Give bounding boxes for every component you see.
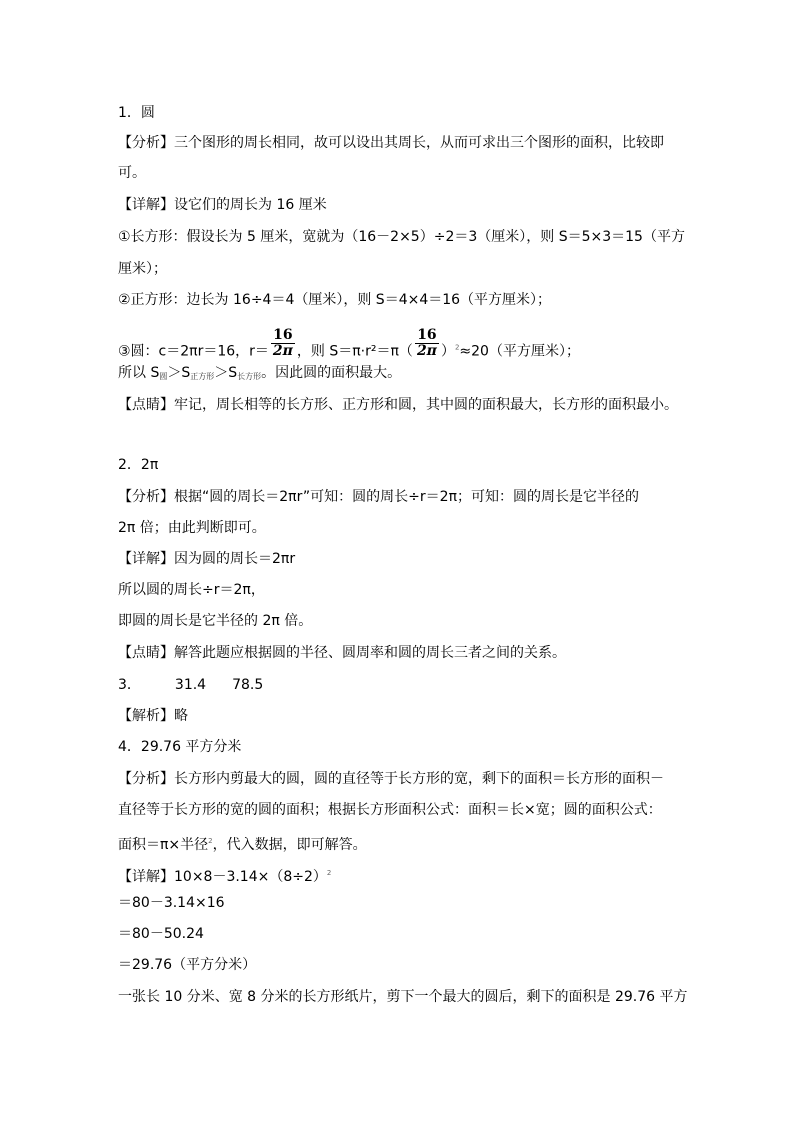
circle-step-mid: ，则 S＝π·r²＝π（ (296, 343, 413, 360)
note-tag: 【点睛】 (118, 645, 174, 661)
q1-square-step: ②正方形：边长为 16÷4＝4（厘米），则 S＝4×4＝16（平方厘米）； (118, 292, 552, 308)
analysis-text: 根据“圆的周长＝2πr”可知：圆的周长÷r＝2π；可知：圆的周长是它半径的 (174, 489, 640, 505)
detail-tag: 【详解】 (118, 869, 174, 885)
q2-detail-line2: 所以圆的周长÷r＝2π， (118, 582, 265, 598)
subscript-rectangle: 长方形 (237, 372, 262, 381)
q4-step-1: ＝80－3.14×16 (118, 895, 225, 911)
fraction-denominator: 2π (416, 343, 437, 359)
q2-analysis (118, 488, 639, 506)
q4-analysis-cont2 (118, 832, 367, 854)
subscript-circle: 圆 (159, 372, 168, 381)
fraction-16-over-2pi-2 (415, 328, 439, 359)
greater-than: ＞S (214, 365, 238, 381)
q4-step-3: ＝29.76（平方分米） (118, 957, 257, 973)
q4-heading: 4．29.76 平方分米 (118, 739, 242, 755)
q1-rectangle-step-cont: 厘米）； (118, 261, 167, 277)
comparison-prefix: 所以 S (118, 365, 160, 381)
analysis-text: 略 (174, 708, 188, 724)
q1-note (118, 396, 678, 414)
note-text: 解答此题应根据圆的半径、圆周率和圆的周长三者之间的关系。 (174, 645, 566, 661)
q1-analysis (118, 134, 664, 152)
q2-note (118, 644, 566, 662)
q4-step-2: ＝80－50.24 (118, 926, 204, 942)
greater-than: ＞S (167, 365, 191, 381)
fraction-numerator: 16 (271, 328, 295, 344)
detail-text: 设它们的周长为 16 厘米 (174, 197, 327, 213)
detail-text: 因为圆的周长＝2πr (174, 551, 296, 567)
q3-answer-1: 31.4 (174, 677, 207, 693)
analysis-tag: 【分析】 (118, 771, 174, 787)
q4-detail (118, 864, 331, 886)
subscript-square: 正方形 (190, 372, 215, 381)
circle-step-suffix: ≈20（平方厘米）； (459, 343, 580, 360)
q3-number: 3． (118, 677, 141, 693)
detail-tag: 【详解】 (118, 551, 174, 567)
q1-circle-step (118, 327, 580, 367)
exponent: 2 (208, 837, 213, 845)
q4-analysis (118, 770, 664, 788)
q3-analysis (118, 707, 188, 725)
q2-analysis-cont: 2π 倍；由此判断即可。 (118, 520, 266, 536)
q2-heading: 2．2π (118, 457, 159, 473)
close-paren: ） (440, 343, 455, 360)
area-formula-prefix: 面积＝π×半径 (118, 837, 209, 853)
detail-expression: 10×8－3.14×（8÷2） (174, 869, 327, 885)
q1-analysis-cont: 可。 (118, 165, 146, 181)
q2-detail (118, 550, 295, 568)
circle-step-prefix: ③圆：c＝2πr＝16，r＝ (118, 343, 269, 360)
q4-analysis-cont: 直径等于长方形的宽的圆的面积；根据长方形面积公式：面积＝长×宽；圆的面积公式： (118, 802, 662, 818)
q4-conclusion: 一张长 10 分米、宽 8 分米的长方形纸片，剪下一个最大的圆后，剩下的面积是 29.76 平方 (118, 989, 688, 1005)
q1-comparison (118, 364, 401, 386)
q1-detail (118, 196, 327, 214)
analysis-tag: 【分析】 (118, 135, 174, 151)
q1-heading: 1．圆 (118, 105, 155, 121)
analysis-tag: 【解析】 (118, 708, 174, 724)
exponent: 2 (454, 343, 460, 352)
analysis-text: 三个图形的周长相同，故可以设出其周长，从而可求出三个图形的面积，比较即 (174, 135, 664, 151)
exponent: 2 (326, 869, 332, 877)
q1-rectangle-step: ①长方形：假设长为 5 厘米，宽就为（16－2×5）÷2＝3（厘米），则 S＝5×3＝15（平方 (118, 229, 685, 245)
analysis-text: 长方形内剪最大的圆，圆的直径等于长方形的宽，剩下的面积＝长方形的面积－ (174, 771, 664, 787)
q3-answer-2: 78.5 (232, 677, 264, 693)
q3-heading (118, 676, 263, 694)
comparison-suffix: 。因此圆的面积最大。 (261, 365, 402, 381)
area-formula-suffix: ，代入数据，即可解答。 (212, 837, 367, 853)
q2-detail-line3: 即圆的周长是它半径的 2π 倍。 (118, 613, 313, 629)
fraction-16-over-2pi (271, 328, 295, 359)
analysis-tag: 【分析】 (118, 489, 174, 505)
fraction-denominator: 2π (272, 343, 293, 359)
fraction-numerator: 16 (415, 328, 439, 344)
detail-tag: 【详解】 (118, 197, 174, 213)
note-tag: 【点睛】 (118, 397, 174, 413)
note-text: 牢记，周长相等的长方形、正方形和圆，其中圆的面积最大，长方形的面积最小。 (174, 397, 678, 413)
